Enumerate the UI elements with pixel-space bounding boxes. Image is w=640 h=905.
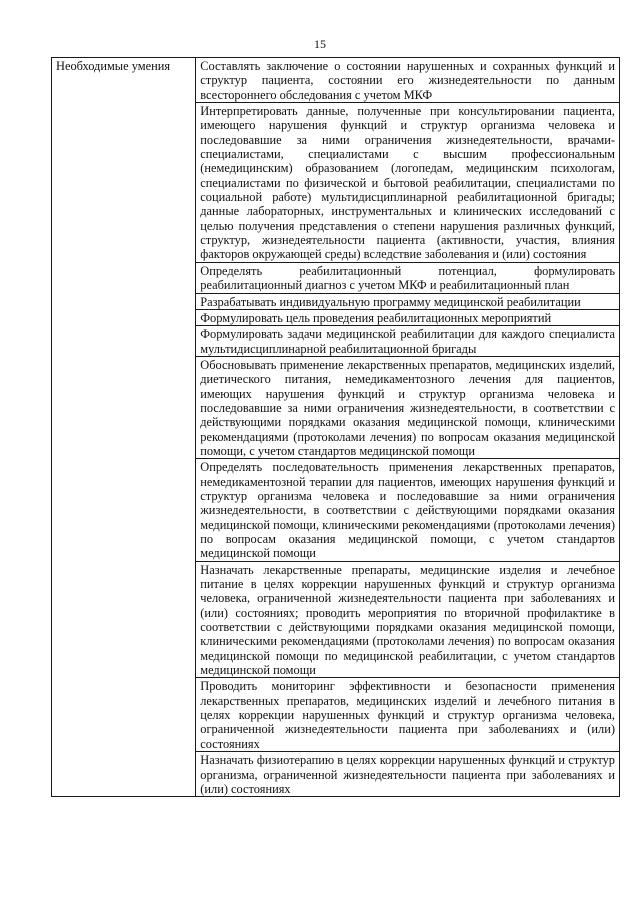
table-cell: Разрабатывать индивидуальную программу медицинской реабилитации [196, 293, 620, 309]
table-cell: Назначать физиотерапию в целях коррекции нарушенных функций и структур организма, ограниченной жизнедеятельности пациента при заболеваниях и (или) состояниях [196, 752, 620, 797]
table-cell: Обосновывать применение лекарственных препаратов, медицинских изделий, диетического питания, немедикаментозного лечения для пациентов, имеющих нарушения функций и структур организма человека и последовавшие за ними ограничения жизнедеятельности, в соответствии с действующими порядками оказания медицинской помощи, клиническими рекомендациями (протоколами лечения) по вопросам оказания медицинской помощи, с учетом стандартов медицинской помощи [196, 356, 620, 458]
page-number: 15 [314, 37, 326, 51]
table-cell: Определять последовательность применения лекарственных препаратов, немедикаментозной терапии для пациентов, имеющих нарушения функций и структур организма человека и последовавшие за ними ограничения жизнедеятельности, в соответствии с действующими порядками оказания медицинской помощи, клиническими рекомендациями (протоколами лечения) по вопросам оказания медицинской помощи, с учетом стандартов медицинской помощи [196, 459, 620, 561]
table-cell: Назначать лекарственные препараты, медицинские изделия и лечебное питание в целях коррекции нарушенных функций и структур организма человека, ограниченной жизнедеятельности пациента при заболеваниях и (или) состояниях; проводить мероприятия по вторичной профилактике в соответствии с действующими порядками оказания медицинской помощи, клиническими рекомендациями (протоколами лечения) по вопросам оказания медицинской помощи по медицинской реабилитации, с учетом стандартов медицинской помощи [196, 561, 620, 678]
table-row [52, 58, 620, 103]
section-label: Необходимые умения [52, 58, 196, 797]
table-cell: Проводить мониторинг эффективности и безопасности применения лекарственных препаратов, медицинских изделий и лечебного питания в целях коррекции нарушенных функций и структур организма человека, ограниченной жизнедеятельности пациента при заболеваниях и (или) состояниях [196, 678, 620, 752]
skills-table [51, 57, 620, 797]
table-cell: Составлять заключение о состоянии нарушенных и сохранных функций и структур пациента, состоянии его жизнедеятельности по данным всестороннего обследования с учетом МКФ [196, 58, 620, 103]
table-cell: Формулировать цель проведения реабилитационных мероприятий [196, 309, 620, 325]
table-cell: Интерпретировать данные, полученные при консультировании пациента, имеющего нарушения функций и структур организма человека и последовавшие за ними ограничения жизнедеятельности, врачами-специалистами, специалистами с высшим профессиональным (немедицинским) образованием (логопедам, медицинским психологам, специалистами по физической и бытовой реабилитации, специалистами по социальной работе) мультидисциплинарной реабилитационной бригады; данные лабораторных, инструментальных и клинических исследований с целью получения представления о степени нарушения различных функций, структур, жизнедеятельности пациента (активности, участия, влияния факторов окружающей среды) вследствие заболевания и (или) состояния [196, 103, 620, 263]
table-cell: Определять реабилитационный потенциал, формулировать реабилитационный диагноз с учетом МКФ и реабилитационный план [196, 262, 620, 293]
table-cell: Формулировать задачи медицинской реабилитации для каждого специалиста мультидисциплинарной реабилитационной бригады [196, 326, 620, 357]
